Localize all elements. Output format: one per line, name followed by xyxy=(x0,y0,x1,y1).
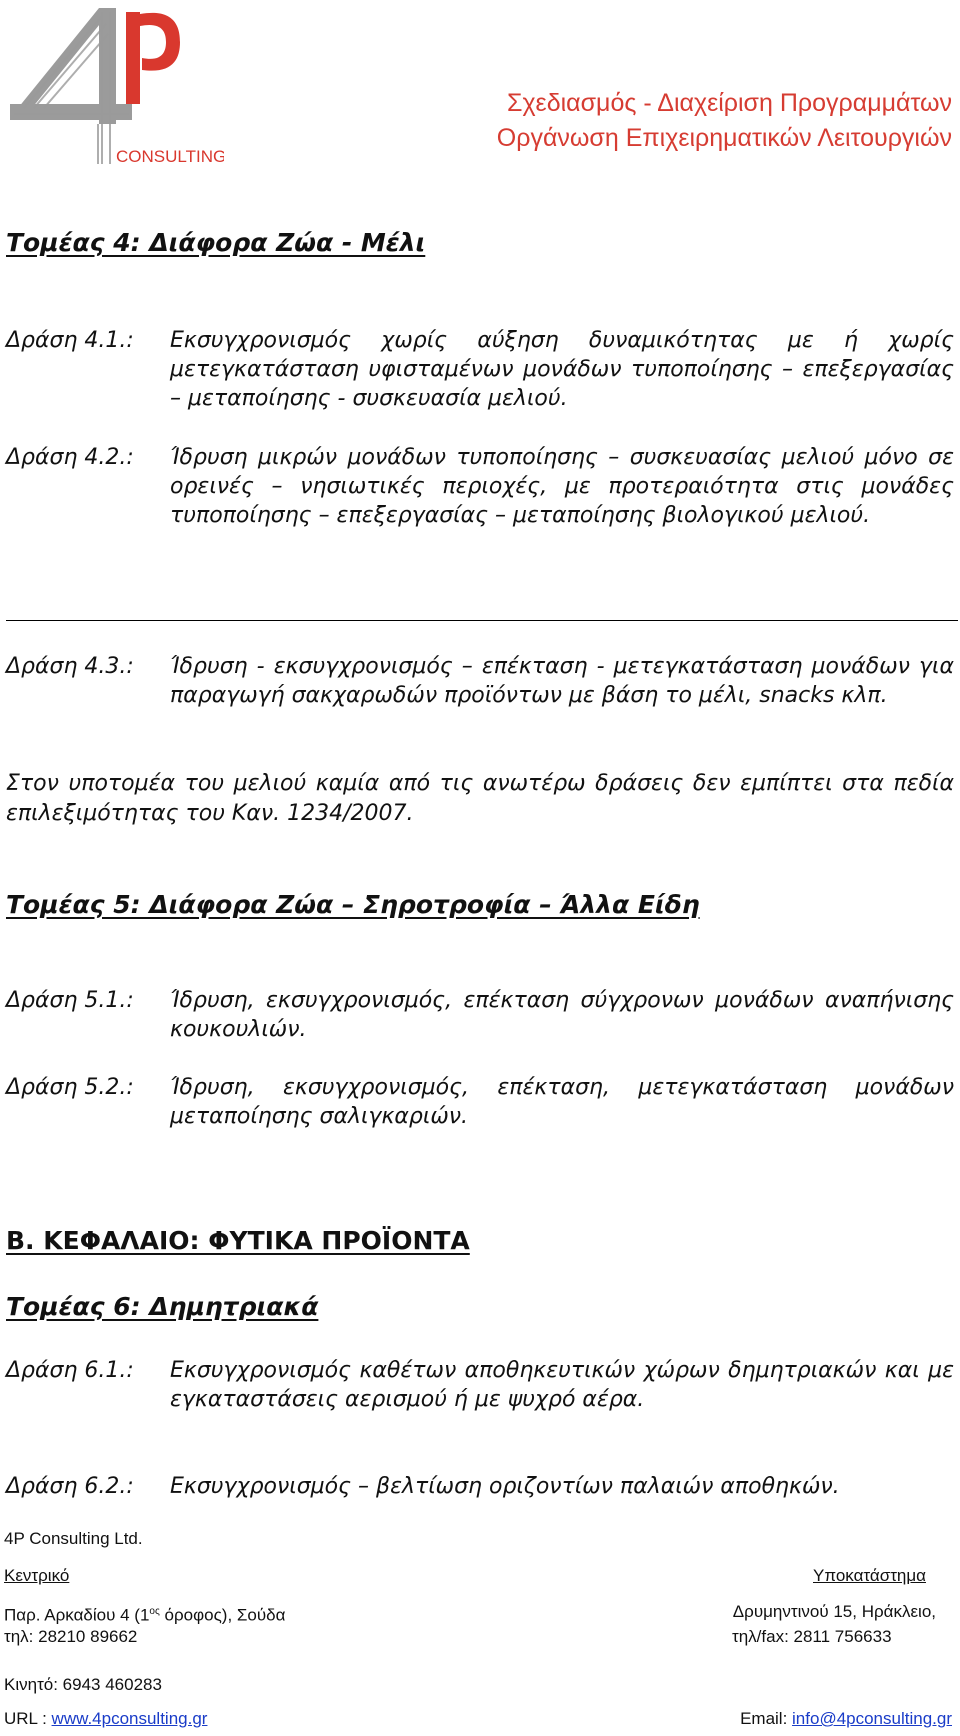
sector-5-heading: Τομέας 5: Διάφορα Ζώα – Σηροτροφία – Άλλα Είδη xyxy=(6,890,700,919)
footer-hq-label xyxy=(4,1566,69,1586)
action-4-2 xyxy=(6,443,954,530)
action-label: Δράση 4.2.: xyxy=(6,445,134,470)
footer-email xyxy=(740,1709,952,1729)
hq-label: Κεντρικό xyxy=(4,1566,70,1585)
footer-hq-address xyxy=(4,1602,285,1626)
action-4-3 xyxy=(6,652,954,710)
footer-branch-label xyxy=(813,1566,926,1586)
company-logo xyxy=(4,4,224,172)
branch-label: Υποκατάστημα xyxy=(813,1566,926,1585)
footer-mobile: Κινητό: 6943 460283 xyxy=(4,1675,162,1694)
footer-branch-address: Δρυμηντινού 15, Ηράκλειο, xyxy=(732,1602,936,1621)
email-link[interactable]: info@4pconsulting.gr xyxy=(792,1709,952,1728)
action-6-1 xyxy=(6,1356,954,1414)
action-4-1 xyxy=(6,326,954,413)
svg-text:CONSULTING: CONSULTING xyxy=(116,147,224,166)
action-text: Ίδρυση - εκσυγχρονισμός – επέκταση - μετεγκατάσταση μονάδων για παραγωγή σακχαρωδών προϊόντων με βάση το μέλι, snacks κλπ. xyxy=(170,654,954,708)
website-link[interactable]: www.4pconsulting.gr xyxy=(51,1709,208,1728)
footer-branch-phone: τηλ/fax: 2811 756633 xyxy=(732,1627,892,1646)
horizontal-divider xyxy=(6,620,958,621)
tagline-line-1: Σχεδιασμός - Διαχείριση Προγραμμάτων xyxy=(506,89,952,117)
action-label: Δράση 4.3.: xyxy=(6,654,134,679)
action-text: Εκσυγχρονισμός καθέτων αποθηκευτικών χώρων δημητριακών και με εγκαταστάσεις αερισμού ή με ψυχρό αέρα. xyxy=(170,1358,954,1412)
action-text: Ίδρυση, εκσυγχρονισμός, επέκταση, μετεγκατάσταση μονάδων μεταποίησης σαλιγκαριών. xyxy=(170,1075,954,1129)
footer-url xyxy=(4,1709,207,1729)
action-text: Εκσυγχρονισμός – βελτίωση οριζοντίων παλαιών αποθηκών. xyxy=(170,1474,840,1499)
company-tagline xyxy=(432,86,952,156)
footer-company: 4P Consulting Ltd. xyxy=(4,1529,143,1548)
hq-address-superscript: ος xyxy=(149,1606,160,1617)
tagline-line-2: Οργάνωση Επιχειρηματικών Λειτουργιών xyxy=(496,124,952,152)
action-label: Δράση 6.2.: xyxy=(6,1474,134,1499)
action-text: Εκσυγχρονισμός χωρίς αύξηση δυναμικότητας με ή χωρίς μετεγκατάσταση υφισταμένων μονάδων τυποποίησης – επεξεργασίας – μεταποίησης - συσκευασία μελιού. xyxy=(170,328,954,411)
action-text: Ίδρυση μικρών μονάδων τυποποίησης – συσκευασίας μελιού μόνο σε ορεινές – νησιωτικές περιοχές, με προτεραιότητα στις μονάδες τυποποίησης – επεξεργασίας – μεταποίησης βιολογικού μελιού. xyxy=(170,445,954,528)
action-label: Δράση 6.1.: xyxy=(6,1358,134,1383)
action-label: Δράση 4.1.: xyxy=(6,328,134,353)
action-label: Δράση 5.1.: xyxy=(6,988,134,1013)
action-text: Ίδρυση, εκσυγχρονισμός, επέκταση σύγχρονων μονάδων αναπήνισης κουκουλιών. xyxy=(170,988,954,1042)
action-6-2 xyxy=(6,1472,954,1501)
hq-address-end: όροφος), Σούδα xyxy=(159,1605,286,1625)
honey-note: Στον υποτομέα του μελιού καμία από τις ανωτέρω δράσεις δεν εμπίπτει στα πεδία επιλεξιμότητας του Καν. 1234/2007. xyxy=(6,771,954,826)
sector-4-heading: Τομέας 4: Διάφορα Ζώα - Μέλι xyxy=(6,228,426,257)
action-5-2 xyxy=(6,1073,954,1131)
email-label: Email: xyxy=(740,1709,793,1728)
sector-6-heading: Τομέας 6: Δημητριακά xyxy=(6,1292,319,1321)
action-5-1 xyxy=(6,986,954,1044)
chapter-b-heading: Β. ΚΕΦΑΛΑΙΟ: ΦΥΤΙΚΑ ΠΡΟΪΟΝΤΑ xyxy=(6,1226,470,1255)
action-label: Δράση 5.2.: xyxy=(6,1075,134,1100)
footer-hq-phone: τηλ: 28210 89662 xyxy=(4,1627,138,1646)
url-label: URL : xyxy=(4,1709,52,1728)
hq-address-start: Παρ. Αρκαδίου 4 (1 xyxy=(4,1605,150,1625)
